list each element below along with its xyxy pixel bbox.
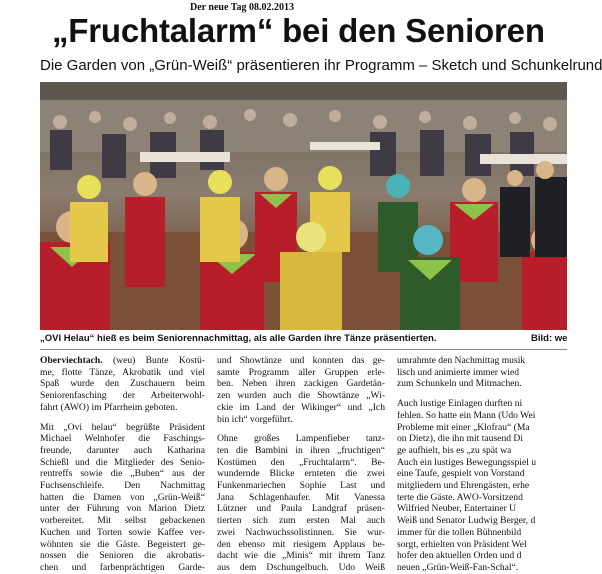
article-line: zwei Nachwuchssolistinnen. Sie wur- — [217, 526, 385, 538]
dateline: Der neue Tag 08.02.2013 — [190, 2, 294, 13]
article-line: ten die Bambini in ihren „fruchtigen“ — [217, 444, 385, 456]
article-line: Spaß wurde den Zuschauern beim — [40, 378, 205, 390]
article-line: immer für die tollen Bühnenbild — [397, 526, 522, 538]
article-line: terte die Gäste. AWO-Vorsitzend — [397, 491, 523, 503]
article-column-1 — [40, 355, 205, 574]
article-line: on Dietz), die ihn mit tausend Di — [397, 433, 524, 445]
article-line: ckie im Land der Wikinger“ und „Ich — [217, 401, 385, 413]
article-line: Funkenmariechen Sophie Last und — [217, 480, 385, 492]
article-line: Lützner und Paula Landgraf präsen- — [217, 503, 385, 515]
article-line: aus dem Dschungelbuch. Udo Weiß — [217, 561, 385, 573]
article-line: Kostümen den „Fruchtalarm“. Be- — [217, 456, 385, 468]
article-line: Seniorenfasching der Arbeiterwohl- — [40, 390, 205, 402]
article-line: sorgt, erhielten von Präsident Wel — [397, 538, 527, 550]
article-text: (weu) Bunte Kostü- — [102, 355, 205, 366]
article-line: Auch lustige Einlagen durften ni — [397, 398, 523, 410]
article-line: mitgliedern und Ehrengästen, erhe — [397, 480, 530, 492]
article-line: Fuchsenschleife. Den Nachmittag — [40, 480, 205, 492]
article-line: chen und farbenprächtigen Garde- — [40, 561, 205, 573]
article-line — [40, 355, 205, 367]
article-line: samte Programm aller Gruppen erle- — [217, 366, 385, 378]
article-line: dacht wie die „Minis“ mit ihrem Tanz — [217, 550, 385, 562]
article-line: bin ich“ vorgeführt. — [217, 413, 293, 425]
article-line: fahrt (AWO) im Pfarrheim geboten. — [40, 401, 178, 413]
article-line: fehlen. So hatte ein Mann (Udo Wei — [397, 409, 536, 421]
article-line: rentreffs sowie die „Buben“ aus der — [40, 468, 205, 480]
article-line: tierten sich zum ersten Mal auch — [217, 515, 385, 527]
article-line: eine Taufe, gespielt von Vorstand — [397, 468, 525, 480]
article-line: Kuchen und Torten sowie Kaffee ver- — [40, 526, 205, 538]
article-line: lisch und animierte immer wied — [397, 366, 520, 378]
article-line: vorbereitet. Mit selbst gebackenen — [40, 515, 205, 527]
paragraph-gap — [40, 414, 205, 422]
article-line: Jana Schlagenhaufer. Mit Vanessa — [217, 491, 385, 503]
article-line: Probleme mit einer „Klofrau“ (Ma — [397, 421, 530, 433]
photo-caption — [40, 333, 567, 347]
subheadline: Die Garden von „Grün-Weiß“ präsentieren ihr Programm – Sketch und Schunkelrund — [40, 57, 602, 74]
article-line: freunde, darunter auch Katharina — [40, 444, 205, 456]
paragraph-gap — [217, 425, 385, 433]
article-column-3 — [397, 355, 572, 574]
article-line: wundernde Blicke ernteten die zwei — [217, 468, 385, 480]
article-line: Ohne großes Lampenfieber tanz- — [217, 433, 385, 445]
caption-text: „OVI Helau“ hieß es beim Seniorennachmittag, als alle Garden ihre Tänze präsentierten. — [40, 333, 437, 344]
article-line: und Showtänze und konnten das ge- — [217, 355, 385, 366]
article-line: den ebenso mit riesigem Applaus be- — [217, 538, 385, 550]
article-line: neuen „Grün-Weiß-Fan-Schal“. — [397, 561, 519, 573]
article-line: umrahmte den Nachmittag musik — [397, 355, 526, 366]
article-line: zum Schunkeln und Mitmachen. — [397, 378, 522, 390]
article-line: Auch ein lustiges Bewegungsspiel u — [397, 456, 537, 468]
article-line: hofer den aktuellen Orden und d — [397, 550, 522, 562]
article-line: ge aufhielt, bis es „zu spät wa — [397, 444, 512, 456]
article-line: wöhnten sie die Gäste. Begeistert ge- — [40, 538, 205, 550]
photo-dancers — [40, 82, 567, 330]
article-line: hatten die Damen von „Grün-Weiß“ — [40, 491, 205, 503]
headline: „Fruchtalarm“ bei den Senioren — [52, 12, 545, 49]
caption-divider — [40, 349, 567, 350]
article-line: Wilfried Neuber, Entertainer U — [397, 503, 517, 515]
photo-credit: Bild: we — [531, 333, 568, 344]
article-line: ben. Neben ihren zackigen Gardetän- — [217, 378, 385, 390]
article-line: unter der Führung von Marion Dietz — [40, 503, 205, 515]
article-line: zen wurden auch die Showtänze „Wi- — [217, 390, 385, 402]
paragraph-gap — [397, 390, 572, 398]
article-line: Mit „Ovi helau“ begrüßte Präsident — [40, 421, 205, 433]
article-line: Michael Welnhofer die Faschings- — [40, 433, 205, 445]
article-line: nossen die Senioren die akrobatis- — [40, 550, 205, 562]
dateline-place: Oberviechtach. — [40, 355, 103, 366]
article-line: Schießl und die Mitglieder des Senio- — [40, 456, 205, 468]
article-line: me, flotte Tänze, Akrobatik und viel — [40, 366, 205, 378]
article-column-2 — [217, 355, 385, 574]
article-line: Weiß und Senator Ludwig Berger, d — [397, 515, 536, 527]
